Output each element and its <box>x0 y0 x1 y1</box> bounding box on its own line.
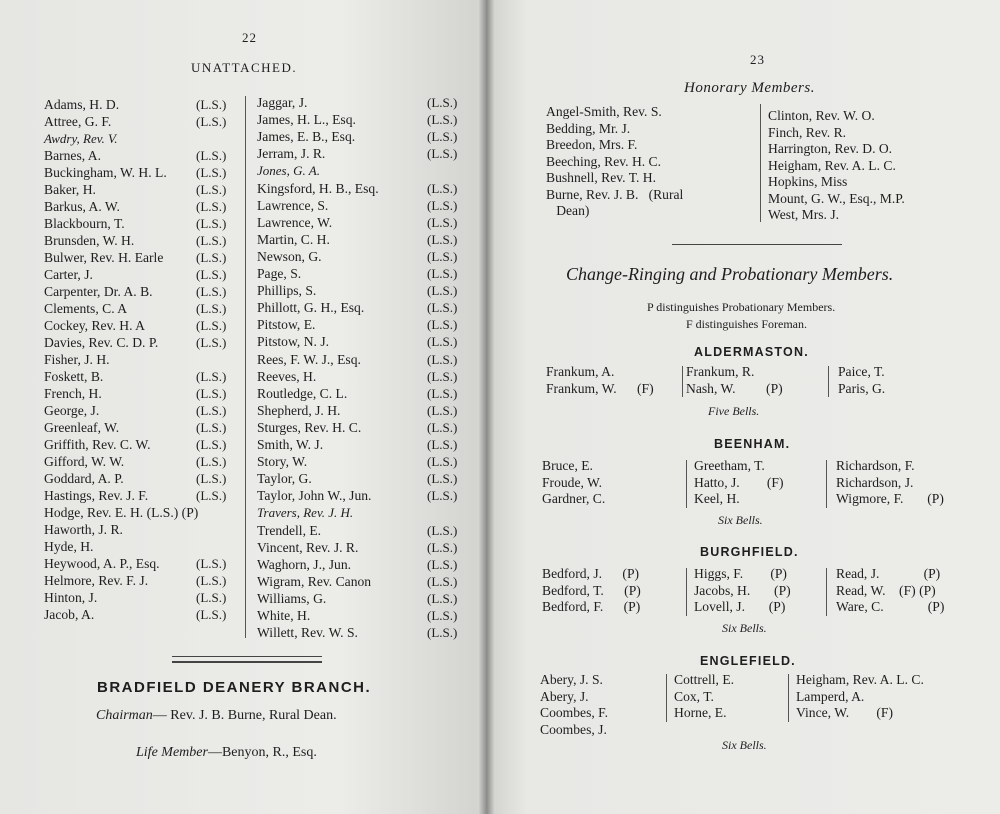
member-name: Lawrence, S. <box>257 197 329 213</box>
ringer: Richardson, J. <box>836 474 914 490</box>
member-mark: (L.S.) <box>427 266 458 281</box>
tower-name: BEENHAM. <box>714 437 791 451</box>
member-row <box>257 248 469 265</box>
member-name: Carpenter, Dr. A. B. <box>44 284 153 299</box>
member-name: Cockey, Rev. H. A <box>44 318 145 333</box>
member-mark: (L.S.) <box>427 334 458 350</box>
member-mark: (L.S.) <box>196 165 227 180</box>
member-mark: (L.S.) <box>196 437 227 452</box>
member-mark: (L.S.) <box>427 419 458 435</box>
member-name: Barnes, A. <box>44 148 102 163</box>
branch-title: BRADFIELD DEANERY BRANCH. <box>97 679 372 696</box>
member-name: Attree, G. F. <box>44 114 112 129</box>
member-row <box>257 436 469 453</box>
member-row <box>257 351 469 368</box>
honorary-member: Heigham, Rev. A. L. C. <box>768 157 896 173</box>
member-mark: (L.S.) <box>427 317 458 333</box>
member-mark: (L.S.) <box>427 402 458 418</box>
member-mark: (L.S.) <box>427 556 458 572</box>
foreman-note: F distinguishes Foreman. <box>686 317 808 331</box>
member-name: Foskett, B. <box>44 369 104 384</box>
member-row <box>44 402 239 419</box>
member-row <box>257 145 469 162</box>
member-name: Vincent, Rev. J. R. <box>257 539 359 555</box>
ringer: Hatto, J. (F) <box>694 474 784 490</box>
member-row <box>257 453 469 470</box>
member-name: Routledge, C. L. <box>257 385 348 401</box>
ringer: Abery, J. <box>540 688 589 704</box>
member-name: Blackbourn, T. <box>44 216 125 231</box>
member-name: Trendell, E. <box>257 522 322 538</box>
honorary-member: Mount, G. W., Esq., M.P. <box>768 190 905 206</box>
member-name: Page, S. <box>257 266 302 281</box>
life-member-label: Life Member <box>136 745 208 760</box>
member-row <box>257 231 469 248</box>
member-name: Buckingham, W. H. L. <box>44 165 167 180</box>
member-row <box>44 232 239 249</box>
life-member-value: —Benyon, R., Esq. <box>207 745 317 760</box>
member-mark: (L.S.) <box>427 197 458 213</box>
ringer: Coombes, J. <box>540 721 607 737</box>
member-row <box>257 214 469 231</box>
ringer: Abery, J. S. <box>540 672 603 687</box>
member-mark: (L.S.) <box>196 148 227 163</box>
ringer: Richardson, F. <box>836 458 915 473</box>
member-mark: (L.S.) <box>427 112 458 128</box>
member-row <box>44 368 239 385</box>
member-mark: (L.S.) <box>196 454 227 469</box>
member-name: Phillips, S. <box>257 283 317 299</box>
member-row <box>257 282 469 299</box>
tower-name: BURGHFIELD. <box>700 545 799 559</box>
member-mark: (L.S.) <box>196 590 227 605</box>
ringer: Gardner, C. <box>542 491 606 506</box>
member-name: Phillott, G. H., Esq. <box>257 300 365 316</box>
member-row <box>44 266 239 283</box>
ringer: Bedford, T. (P) <box>542 582 641 598</box>
member-row <box>44 130 239 147</box>
member-row <box>257 556 469 573</box>
member-name: Reeves, H. <box>257 368 317 384</box>
member-name: Lawrence, W. <box>257 214 333 230</box>
member-mark: (L.S.) <box>427 300 458 316</box>
rule <box>172 661 322 663</box>
ringer: Frankum, A. <box>546 364 615 379</box>
ringer: Read, J. (P) <box>836 566 941 581</box>
member-name: Awdry, Rev. V. <box>44 131 118 146</box>
member-row <box>257 539 469 556</box>
ringer: Froude, W. <box>542 474 603 490</box>
honorary-member: Dean) <box>546 203 590 218</box>
book-gutter <box>478 0 494 814</box>
member-mark: (L.S.) <box>427 231 458 247</box>
member-mark: (L.S.) <box>196 386 227 401</box>
left-page <box>0 0 486 814</box>
member-row <box>44 572 239 589</box>
section-heading-unattached: UNATTACHED. <box>191 60 298 75</box>
column-divider <box>666 674 667 722</box>
member-mark: (L.S.) <box>427 146 458 162</box>
honorary-member: Clinton, Rev. W. O. <box>768 108 875 123</box>
member-name: James, E. B., Esq. <box>257 129 356 145</box>
member-mark: (L.S.) <box>196 250 227 265</box>
ringer: Lamperd, A. <box>796 688 865 704</box>
member-name: Baker, H. <box>44 182 96 197</box>
member-row <box>257 197 469 214</box>
member-mark: (L.S.) <box>196 335 227 350</box>
member-name: Haworth, J. R. <box>44 522 123 537</box>
member-name: Pitstow, N. J. <box>257 334 330 350</box>
member-mark: (L.S.) <box>427 437 458 452</box>
member-mark: (L.S.) <box>196 607 227 622</box>
member-mark: (L.S.) <box>427 385 458 401</box>
member-mark: (L.S.) <box>196 284 227 299</box>
change-ringing-title: Change-Ringing and Probationary Members. <box>566 264 894 284</box>
member-row <box>44 164 239 181</box>
honorary-member: Bedding, Mr. J. <box>546 120 631 136</box>
member-mark: (L.S.) <box>196 488 227 503</box>
member-name: Hastings, Rev. J. F. <box>44 488 149 503</box>
member-name: Williams, G. <box>257 590 327 606</box>
member-mark: (L.S.) <box>427 608 458 623</box>
ringer: Nash, W. (P) <box>686 380 783 396</box>
member-name: Kingsford, H. B., Esq. <box>257 180 379 196</box>
member-name: Newson, G. <box>257 248 322 264</box>
ringer: Horne, E. <box>674 705 727 720</box>
member-mark: (L.S.) <box>427 471 458 487</box>
bells-count: Six Bells. <box>722 738 767 752</box>
member-name: James, H. L., Esq. <box>257 112 356 128</box>
member-mark: (L.S.) <box>427 129 458 145</box>
member-row <box>44 351 239 368</box>
member-name: Martin, C. H. <box>257 231 330 247</box>
member-mark: (L.S.) <box>196 420 227 435</box>
column-divider <box>760 104 761 222</box>
right-page <box>486 0 1000 814</box>
member-row <box>257 299 469 316</box>
member-name: Davies, Rev. C. D. P. <box>44 335 159 350</box>
member-name: Shepherd, J. H. <box>257 402 341 418</box>
member-mark: (L.S.) <box>427 351 458 367</box>
column-divider <box>682 366 683 397</box>
member-mark: (L.S.) <box>427 214 458 230</box>
member-mark: (L.S.) <box>427 283 458 299</box>
member-name: Hodge, Rev. E. H. (L.S.) (P) <box>44 505 199 520</box>
column-divider <box>686 460 687 508</box>
member-name: French, H. <box>44 386 102 401</box>
member-row <box>257 180 469 197</box>
column-divider <box>826 568 827 616</box>
ringer: Frankum, W. (F) <box>546 380 654 396</box>
chairman-line <box>96 708 337 724</box>
member-name: Story, W. <box>257 454 308 470</box>
member-row <box>44 470 239 487</box>
honorary-member: Angel-Smith, Rev. S. <box>546 104 662 119</box>
honorary-member: West, Mrs. J. <box>768 207 840 222</box>
member-row <box>44 198 239 215</box>
member-row <box>44 606 239 623</box>
ringer: Paris, G. <box>838 380 886 396</box>
member-row <box>257 522 469 539</box>
member-name: George, J. <box>44 403 100 418</box>
member-name: Waghorn, J., Jun. <box>257 556 352 572</box>
member-mark: (L.S.) <box>427 590 458 606</box>
member-row <box>44 487 239 504</box>
member-row <box>44 96 239 113</box>
member-mark: (L.S.) <box>196 369 227 384</box>
member-row <box>44 538 239 555</box>
column-divider <box>245 96 246 638</box>
member-mark: (L.S.) <box>427 95 458 110</box>
tower-name: ENGLEFIELD. <box>700 654 796 668</box>
probationary-note: P distinguishes Probationary Members. <box>647 300 836 314</box>
chairman-value: — Rev. J. B. Burne, Rural Dean. <box>152 708 337 723</box>
member-name: Helmore, Rev. F. J. <box>44 573 149 588</box>
member-name: Hyde, H. <box>44 539 94 554</box>
ringer: Keel, H. <box>694 491 740 506</box>
member-mark: (L.S.) <box>196 97 227 112</box>
member-name: Jaggar, J. <box>257 95 308 110</box>
bells-count: Six Bells. <box>718 513 763 527</box>
member-row <box>257 265 469 282</box>
ringer: Frankum, R. <box>686 364 755 379</box>
honorary-member: Bushnell, Rev. T. H. <box>546 170 657 185</box>
member-mark: (L.S.) <box>427 248 458 264</box>
member-row <box>257 333 469 350</box>
member-mark: (L.S.) <box>427 368 458 384</box>
member-name: Pitstow, E. <box>257 317 316 333</box>
ringer: Bedford, F. (P) <box>542 599 641 614</box>
ringer: Ware, C. (P) <box>836 599 945 614</box>
member-row <box>44 385 239 402</box>
member-mark: (L.S.) <box>196 114 227 129</box>
member-row <box>257 504 469 521</box>
honorary-member: Harrington, Rev. D. O. <box>768 141 893 156</box>
ringer: Bruce, E. <box>542 458 593 473</box>
member-mark: (L.S.) <box>196 199 227 214</box>
member-row <box>44 249 239 266</box>
member-mark: (L.S.) <box>196 216 227 231</box>
member-name: Barkus, A. W. <box>44 199 120 214</box>
member-row <box>44 215 239 232</box>
member-mark: (L.S.) <box>196 233 227 248</box>
bells-count: Five Bells. <box>708 404 760 418</box>
member-row <box>44 147 239 164</box>
member-row <box>257 573 469 590</box>
bells-count: Six Bells. <box>722 621 767 635</box>
member-row <box>257 128 469 145</box>
ringer: Read, W. (F) (P) <box>836 582 936 598</box>
member-name: Jacob, A. <box>44 607 95 622</box>
member-name: Greenleaf, W. <box>44 420 120 435</box>
member-row <box>44 555 239 572</box>
member-row <box>44 504 239 521</box>
member-mark: (L.S.) <box>196 182 227 197</box>
member-row <box>257 402 469 419</box>
member-name: Wigram, Rev. Canon <box>257 573 372 589</box>
member-row <box>257 162 469 179</box>
page-number: 22 <box>242 30 257 45</box>
member-name: Bulwer, Rev. H. Earle <box>44 250 164 265</box>
column-divider <box>826 460 827 508</box>
member-row <box>257 316 469 333</box>
life-member-line <box>136 745 317 761</box>
column-divider <box>788 674 789 722</box>
member-name: Fisher, J. H. <box>44 352 110 367</box>
member-name: Goddard, A. P. <box>44 471 124 486</box>
member-name: Willett, Rev. W. S. <box>257 625 358 641</box>
member-row <box>44 436 239 453</box>
member-row <box>257 368 469 385</box>
member-name: Carter, J. <box>44 267 93 282</box>
member-row <box>257 487 469 504</box>
ringer: Higgs, F. (P) <box>694 566 787 581</box>
member-name: Jerram, J. R. <box>257 146 326 162</box>
member-mark: (L.S.) <box>196 318 227 333</box>
member-mark: (L.S.) <box>196 556 227 571</box>
member-mark: (L.S.) <box>196 471 227 486</box>
honorary-member: Finch, Rev. R. <box>768 124 847 140</box>
member-mark: (L.S.) <box>196 267 227 282</box>
ringer: Heigham, Rev. A. L. C. <box>796 672 924 687</box>
member-row <box>44 334 239 351</box>
member-row <box>257 94 469 111</box>
member-mark: (L.S.) <box>196 403 227 418</box>
ringer: Cottrell, E. <box>674 672 735 687</box>
member-mark: (L.S.) <box>427 180 458 196</box>
chairman-label: Chairman <box>96 708 153 723</box>
member-mark: (L.S.) <box>427 539 458 555</box>
member-mark: (L.S.) <box>427 454 458 470</box>
member-row <box>257 607 469 624</box>
ringer: Coombes, F. <box>540 705 609 720</box>
column-divider <box>686 568 687 616</box>
member-name: Hinton, J. <box>44 590 98 605</box>
member-name: Heywood, A. P., Esq. <box>44 556 160 571</box>
honorary-member: Hopkins, Miss <box>768 174 848 189</box>
member-name: Adams, H. D. <box>44 97 120 112</box>
member-name: White, H. <box>257 608 311 623</box>
ringer: Lovell, J. (P) <box>694 599 786 614</box>
rule <box>172 656 322 657</box>
member-row <box>44 113 239 130</box>
member-name: Gifford, W. W. <box>44 454 125 469</box>
member-name: Taylor, G. <box>257 471 312 487</box>
member-name: Brunsden, W. H. <box>44 233 135 248</box>
member-mark: (L.S.) <box>196 301 227 316</box>
member-row <box>44 419 239 436</box>
honorary-members-title: Honorary Members. <box>684 80 815 96</box>
member-row <box>257 385 469 402</box>
ringer: Paice, T. <box>838 364 885 379</box>
honorary-member: Breedon, Mrs. F. <box>546 137 638 152</box>
ringer: Bedford, J. (P) <box>542 566 640 581</box>
member-row <box>257 590 469 607</box>
member-name: Rees, F. W. J., Esq. <box>257 351 361 367</box>
column-divider <box>828 366 829 397</box>
member-name: Smith, W. J. <box>257 437 324 452</box>
ringer: Cox, T. <box>674 688 714 704</box>
honorary-member: Beeching, Rev. H. C. <box>546 153 662 169</box>
ringer: Greetham, T. <box>694 458 765 473</box>
member-row <box>44 589 239 606</box>
member-row <box>44 283 239 300</box>
member-row <box>44 300 239 317</box>
member-row <box>257 111 469 128</box>
ringer: Vince, W. (F) <box>796 705 893 720</box>
tower-name: ALDERMASTON. <box>694 345 809 359</box>
member-name: Clements, C. A <box>44 301 128 316</box>
member-row <box>44 521 239 538</box>
member-mark: (L.S.) <box>196 573 227 588</box>
member-row <box>257 419 469 436</box>
member-name: Jones, G. A. <box>257 163 320 179</box>
honorary-member: Burne, Rev. J. B. (Rural <box>546 186 684 202</box>
member-row <box>257 624 469 641</box>
member-mark: (L.S.) <box>427 573 458 589</box>
member-name: Griffith, Rev. C. W. <box>44 437 151 452</box>
member-mark: (L.S.) <box>427 488 458 504</box>
member-row <box>44 453 239 470</box>
ringer: Jacobs, H. (P) <box>694 582 791 598</box>
member-row <box>44 181 239 198</box>
rule <box>672 244 842 245</box>
member-name: Taylor, John W., Jun. <box>257 488 372 504</box>
ringer: Wigmore, F. (P) <box>836 491 944 506</box>
member-row <box>44 317 239 334</box>
member-mark: (L.S.) <box>427 522 458 538</box>
member-mark: (L.S.) <box>427 625 458 641</box>
member-name: Travers, Rev. J. H. <box>257 505 354 521</box>
member-row <box>257 470 469 487</box>
page-number: 23 <box>750 52 765 67</box>
member-name: Sturges, Rev. H. C. <box>257 419 362 435</box>
